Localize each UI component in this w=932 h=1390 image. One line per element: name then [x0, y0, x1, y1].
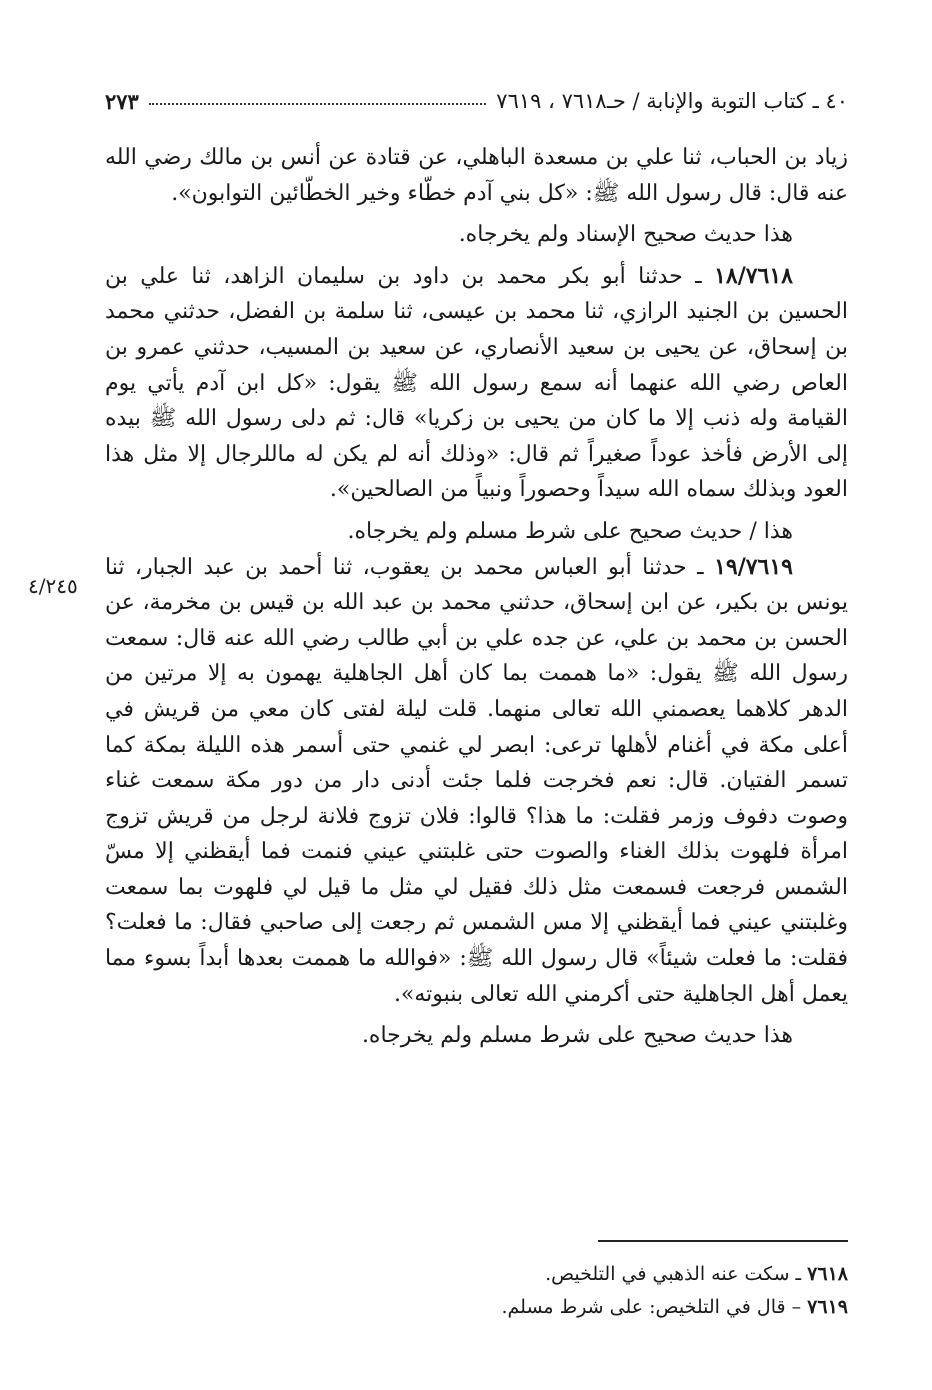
- footnote-text-7619: – قال في التلخيص: على شرط مسلم.: [501, 1296, 802, 1318]
- hadith-7619: [105, 550, 848, 1013]
- page-number: ٢٧٣: [105, 88, 139, 114]
- paragraph-1: زياد بن الحباب، ثنا علي بن مسعدة الباهلي، عن قتادة عن أنس بن مالك رضي الله عنه قال: قال رسول الله ﷺ: «كل بني آدم خطّاء وخير الخطّائين التوابون».: [105, 145, 848, 206]
- footnotes: [105, 1258, 848, 1324]
- paragraph-6: هذا حديث صحيح على شرط مسلم ولم يخرجاه.: [361, 1023, 793, 1049]
- footnote-7619: [105, 1291, 848, 1324]
- footnote-text-7618: ـ سكت عنه الذهبي في التلخيص.: [545, 1263, 802, 1285]
- dotted-leader: [149, 103, 486, 105]
- header-title: ٤٠ ـ كتاب التوبة والإنابة / حـ٧٦١٨ ، ٧٦١٩: [496, 89, 848, 113]
- footnote-7618: [105, 1258, 848, 1291]
- paragraph-4: هذا / حديث صحيح على شرط مسلم ولم يخرجاه.: [347, 518, 793, 544]
- hadith-text-7618: ـ حدثنا أبو بكر محمد بن داود بن سليمان الزاهد، ثنا علي بن الحسين بن الجنيد الرازي، ثنا محمد بن عيسى، ثنا سلمة بن الفضل، حدثني محمد بن إسحاق، عن يحيى بن سعيد الأنصاري، عن سعيد بن المسيب، حدثني عمرو بن العاص رضي الله عنهما أنه سمع رسول الله ﷺ يقول: «كل ابن آدم يأتي يوم القيامة وله ذنب إلا ما كان من يحيى بن زكريا» قال: ثم دلى رسول الله ﷺ بيده إلى الأرض فأخذ عوداً صغيراً ثم قال: «وذلك أنه لم يكن له ماللرجال إلا مثل هذا العود وبذلك سماه الله سيداً وحصوراً ونبياً من الصالحين».: [105, 263, 848, 503]
- hadith-text-7619: ـ حدثنا أبو العباس محمد بن يعقوب، ثنا أحمد بن عبد الجبار، ثنا يونس بن بكير، عن ابن إسحاق، حدثني محمد بن عبد الله بن قيس بن مخرمة، عن الحسن بن محمد بن علي، عن جده علي بن أبي طالب رضي الله عنه قال: سمعت رسول الله ﷺ يقول: «ما هممت بما كان أهل الجاهلية يهمون به إلا مرتين من الدهر كلاهما يعصمني الله تعالى منهما. قلت ليلة لفتى كان معي من قريش في أعلى مكة في أغنام لأهلها ترعى: ابصر لي غنمي حتى أسمر هذه الليلة بمكة كما تسمر الفتيان. قال: نعم فخرجت فلما جئت أدنى دار من دور مكة سمعت غناء وصوت دفوف وزمر فقلت: ما هذا؟ قالوا: فلان تزوج فلانة لرجل من قريش تزوج امرأة فلهوت بذلك الغناء والصوت حتى غلبتني عيني فنمت فما أيقظني إلا مسّ الشمس فرجعت فسمعت مثل ذلك فقيل لي مثل ما قيل لي فلهوت بما سمعت وغلبتني عيني فما أيقظني إلا مس الشمس ثم رجعت إلى صاحبي فقال: ما فعلت؟ فقلت: ما فعلت شيئاً» قال رسول الله ﷺ: «فوالله ما هممت بعدها أبداً بسوء مما يعمل أهل الجاهلية حتى أكرمني الله تعالى بنبوته».: [105, 554, 849, 1007]
- paragraph-2: هذا حديث صحيح الإسناد ولم يخرجاه.: [458, 222, 793, 248]
- hadith-number-7618: ١٨/٧٦١٨: [714, 262, 793, 289]
- running-header: [105, 84, 848, 118]
- hadith-7618: [105, 259, 848, 508]
- hadith-number-7619: ١٩/٧٦١٩: [714, 553, 793, 580]
- main-text: [105, 140, 848, 1054]
- footnote-rule: [598, 1240, 848, 1242]
- footnote-number-7618: ٧٦١٨: [807, 1263, 848, 1285]
- margin-reference: ٤/٢٤٥: [28, 574, 78, 598]
- footnote-number-7619: ٧٦١٩: [807, 1296, 848, 1318]
